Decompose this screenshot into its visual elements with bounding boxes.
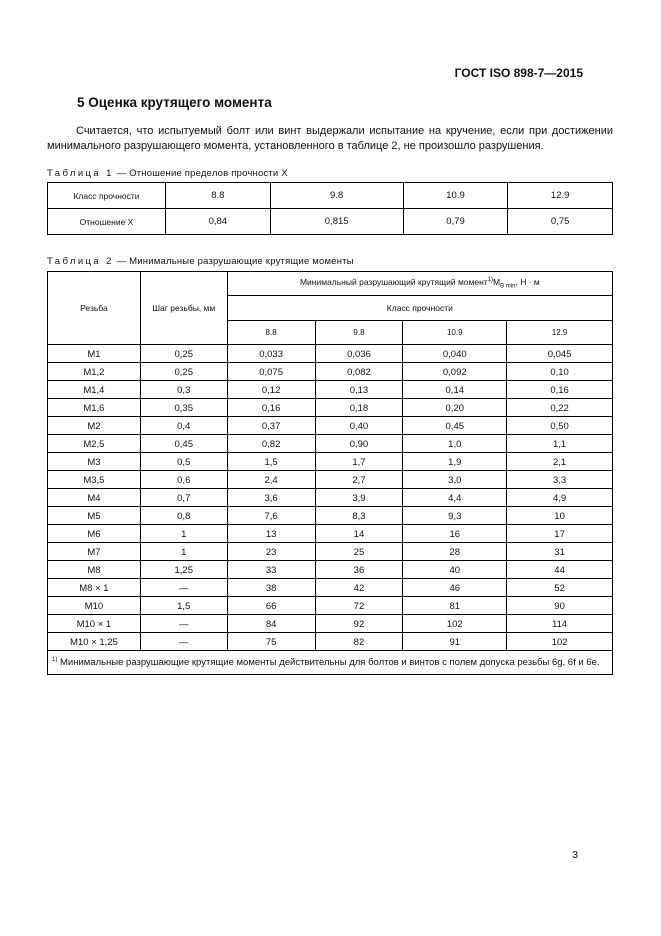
table-row <box>48 363 613 381</box>
torque-cell: 0,092 <box>403 363 507 381</box>
table1-cell: 10.9 <box>403 183 508 209</box>
header-class: Класс прочности <box>227 296 612 321</box>
torque-cell: 0,12 <box>227 381 315 399</box>
thread-cell: M3 <box>48 453 141 471</box>
torque-cell: 40 <box>403 561 507 579</box>
header-class-value: 12.9 <box>507 321 613 345</box>
torque-cell: 1,5 <box>227 453 315 471</box>
torque-cell: 0,50 <box>507 417 613 435</box>
table2-caption-lead: Таблица 2 <box>47 256 114 267</box>
torque-cell: 0,90 <box>315 435 403 453</box>
table2-footnote-row <box>48 651 613 675</box>
torque-cell: 8,3 <box>315 507 403 525</box>
thread-cell: M3,5 <box>48 471 141 489</box>
torque-cell: 0,82 <box>227 435 315 453</box>
table2-footnote <box>48 651 613 675</box>
torque-cell: 0,20 <box>403 399 507 417</box>
table2-header-row <box>48 272 613 296</box>
torque-cell: 82 <box>315 633 403 651</box>
pitch-cell: — <box>140 579 227 597</box>
page-number: 3 <box>572 849 578 861</box>
torque-cell: 42 <box>315 579 403 597</box>
torque-cell: 4,4 <box>403 489 507 507</box>
table1-caption <box>47 168 288 179</box>
torque-cell: 0,45 <box>403 417 507 435</box>
pitch-cell: 1 <box>140 543 227 561</box>
thread-cell: M5 <box>48 507 141 525</box>
pitch-cell: 1,5 <box>140 597 227 615</box>
torque-table-body <box>48 345 613 651</box>
table1-label-ratio: Отношение X <box>48 209 166 235</box>
torque-cell: 84 <box>227 615 315 633</box>
body-paragraph: Считается, что испытуемый болт или винт выдержали испытание на кручение, если при достижении минимального разрушающего момента, установленного в таблице 2, не произошло разрушения. <box>47 125 613 152</box>
header-moment-unit: , Н · м <box>515 277 540 288</box>
torque-cell: 0,18 <box>315 399 403 417</box>
torque-cell: 2,7 <box>315 471 403 489</box>
torque-cell: 28 <box>403 543 507 561</box>
thread-cell: M10 × 1 <box>48 615 141 633</box>
section-title: 5 Оценка крутящего момента <box>77 95 272 110</box>
thread-cell: M1,4 <box>48 381 141 399</box>
torque-cell: 0,033 <box>227 345 315 363</box>
torque-cell: 0,14 <box>403 381 507 399</box>
torque-cell: 90 <box>507 597 613 615</box>
table-row <box>48 525 613 543</box>
thread-cell: M10 × 1,25 <box>48 633 141 651</box>
pitch-cell: 1,25 <box>140 561 227 579</box>
table-row <box>48 453 613 471</box>
torque-cell: 3,6 <box>227 489 315 507</box>
torque-cell: 33 <box>227 561 315 579</box>
torque-cell: 17 <box>507 525 613 543</box>
table1-cell: 0,815 <box>270 209 403 235</box>
table1-cell: 12.9 <box>508 183 613 209</box>
torque-cell: 102 <box>507 633 613 651</box>
table-row <box>48 345 613 363</box>
thread-cell: M8 × 1 <box>48 579 141 597</box>
torque-cell: 0,075 <box>227 363 315 381</box>
header-thread: Резьба <box>48 272 141 345</box>
table2-caption-text: — Минимальные разрушающие крутящие моменты <box>113 256 354 267</box>
torque-cell: 9,3 <box>403 507 507 525</box>
torque-cell: 0,16 <box>227 399 315 417</box>
thread-cell: M1,6 <box>48 399 141 417</box>
torque-cell: 1,7 <box>315 453 403 471</box>
thread-cell: M1 <box>48 345 141 363</box>
table-row <box>48 597 613 615</box>
table-row <box>48 507 613 525</box>
thread-cell: M4 <box>48 489 141 507</box>
pitch-cell: 0,35 <box>140 399 227 417</box>
torque-cell: 14 <box>315 525 403 543</box>
table1-row-class <box>48 183 613 209</box>
strength-ratio-table <box>47 182 613 235</box>
table1-row-ratio <box>48 209 613 235</box>
torque-cell: 0,13 <box>315 381 403 399</box>
footnote-text: Минимальные разрушающие крутящие моменты действительны для болтов и винтов с полем допуска резьбы 6g, 6f и 6e. <box>57 657 600 669</box>
torque-cell: 0,40 <box>315 417 403 435</box>
torque-cell: 1,0 <box>403 435 507 453</box>
torque-cell: 81 <box>403 597 507 615</box>
torque-cell: 31 <box>507 543 613 561</box>
torque-cell: 0,37 <box>227 417 315 435</box>
torque-cell: 3,9 <box>315 489 403 507</box>
standard-code: ГОСТ ISO 898-7—2015 <box>454 66 583 80</box>
header-pitch: Шаг резьбы, мм <box>140 272 227 345</box>
table1-cell: 9.8 <box>270 183 403 209</box>
table-row <box>48 579 613 597</box>
torque-cell: 3,0 <box>403 471 507 489</box>
header-moment-symbol: M <box>493 277 501 288</box>
table-row <box>48 615 613 633</box>
header-moment-subscript: B min <box>500 283 516 290</box>
table1-caption-lead: Таблица 1 <box>47 168 114 179</box>
torque-cell: 3,3 <box>507 471 613 489</box>
torque-cell: 10 <box>507 507 613 525</box>
header-moment-footnote-mark: 1) <box>487 277 494 284</box>
table1-cell: 0,84 <box>166 209 271 235</box>
torque-cell: 7,6 <box>227 507 315 525</box>
pitch-cell: 0,7 <box>140 489 227 507</box>
thread-cell: M1,2 <box>48 363 141 381</box>
torque-cell: 72 <box>315 597 403 615</box>
pitch-cell: 0,45 <box>140 435 227 453</box>
torque-cell: 75 <box>227 633 315 651</box>
footnote-mark: 1) <box>52 657 58 663</box>
torque-cell: 25 <box>315 543 403 561</box>
pitch-cell: 1 <box>140 525 227 543</box>
table-row <box>48 417 613 435</box>
header-class-value: 8.8 <box>227 321 315 345</box>
table-row <box>48 561 613 579</box>
header-moment <box>227 272 612 296</box>
torque-cell: 4,9 <box>507 489 613 507</box>
thread-cell: M6 <box>48 525 141 543</box>
torque-cell: 38 <box>227 579 315 597</box>
pitch-cell: 0,5 <box>140 453 227 471</box>
torque-cell: 0,22 <box>507 399 613 417</box>
table1-label-class: Класс прочности <box>48 183 166 209</box>
table-row <box>48 543 613 561</box>
torque-cell: 1,9 <box>403 453 507 471</box>
pitch-cell: — <box>140 615 227 633</box>
torque-cell: 92 <box>315 615 403 633</box>
torque-cell: 0,082 <box>315 363 403 381</box>
table-row <box>48 471 613 489</box>
pitch-cell: 0,3 <box>140 381 227 399</box>
torque-cell: 13 <box>227 525 315 543</box>
table1-cell: 0,75 <box>508 209 613 235</box>
header-class-value: 10.9 <box>403 321 507 345</box>
thread-cell: M7 <box>48 543 141 561</box>
torque-cell: 0,040 <box>403 345 507 363</box>
thread-cell: M10 <box>48 597 141 615</box>
thread-cell: M8 <box>48 561 141 579</box>
table-row <box>48 435 613 453</box>
pitch-cell: 0,25 <box>140 345 227 363</box>
torque-cell: 23 <box>227 543 315 561</box>
thread-cell: M2,5 <box>48 435 141 453</box>
table2-caption <box>47 256 354 267</box>
torque-cell: 0,045 <box>507 345 613 363</box>
torque-cell: 91 <box>403 633 507 651</box>
pitch-cell: — <box>140 633 227 651</box>
table-row <box>48 381 613 399</box>
torque-cell: 66 <box>227 597 315 615</box>
torque-cell: 44 <box>507 561 613 579</box>
header-class-value: 9.8 <box>315 321 403 345</box>
table-row <box>48 489 613 507</box>
table-row <box>48 399 613 417</box>
torque-cell: 0,16 <box>507 381 613 399</box>
torque-table <box>47 271 613 675</box>
torque-cell: 114 <box>507 615 613 633</box>
torque-cell: 52 <box>507 579 613 597</box>
torque-cell: 0,10 <box>507 363 613 381</box>
torque-cell: 0,036 <box>315 345 403 363</box>
torque-cell: 36 <box>315 561 403 579</box>
torque-cell: 2,1 <box>507 453 613 471</box>
pitch-cell: 0,6 <box>140 471 227 489</box>
pitch-cell: 0,8 <box>140 507 227 525</box>
header-moment-text: Минимальный разрушающий крутящий момент <box>299 277 488 288</box>
torque-cell: 1,1 <box>507 435 613 453</box>
table1-cell: 8.8 <box>166 183 271 209</box>
table-row <box>48 633 613 651</box>
torque-cell: 46 <box>403 579 507 597</box>
torque-cell: 16 <box>403 525 507 543</box>
thread-cell: M2 <box>48 417 141 435</box>
pitch-cell: 0,25 <box>140 363 227 381</box>
torque-cell: 102 <box>403 615 507 633</box>
torque-cell: 2,4 <box>227 471 315 489</box>
table1-caption-text: — Отношение пределов прочности X <box>113 168 288 179</box>
table1-cell: 0,79 <box>403 209 508 235</box>
pitch-cell: 0,4 <box>140 417 227 435</box>
